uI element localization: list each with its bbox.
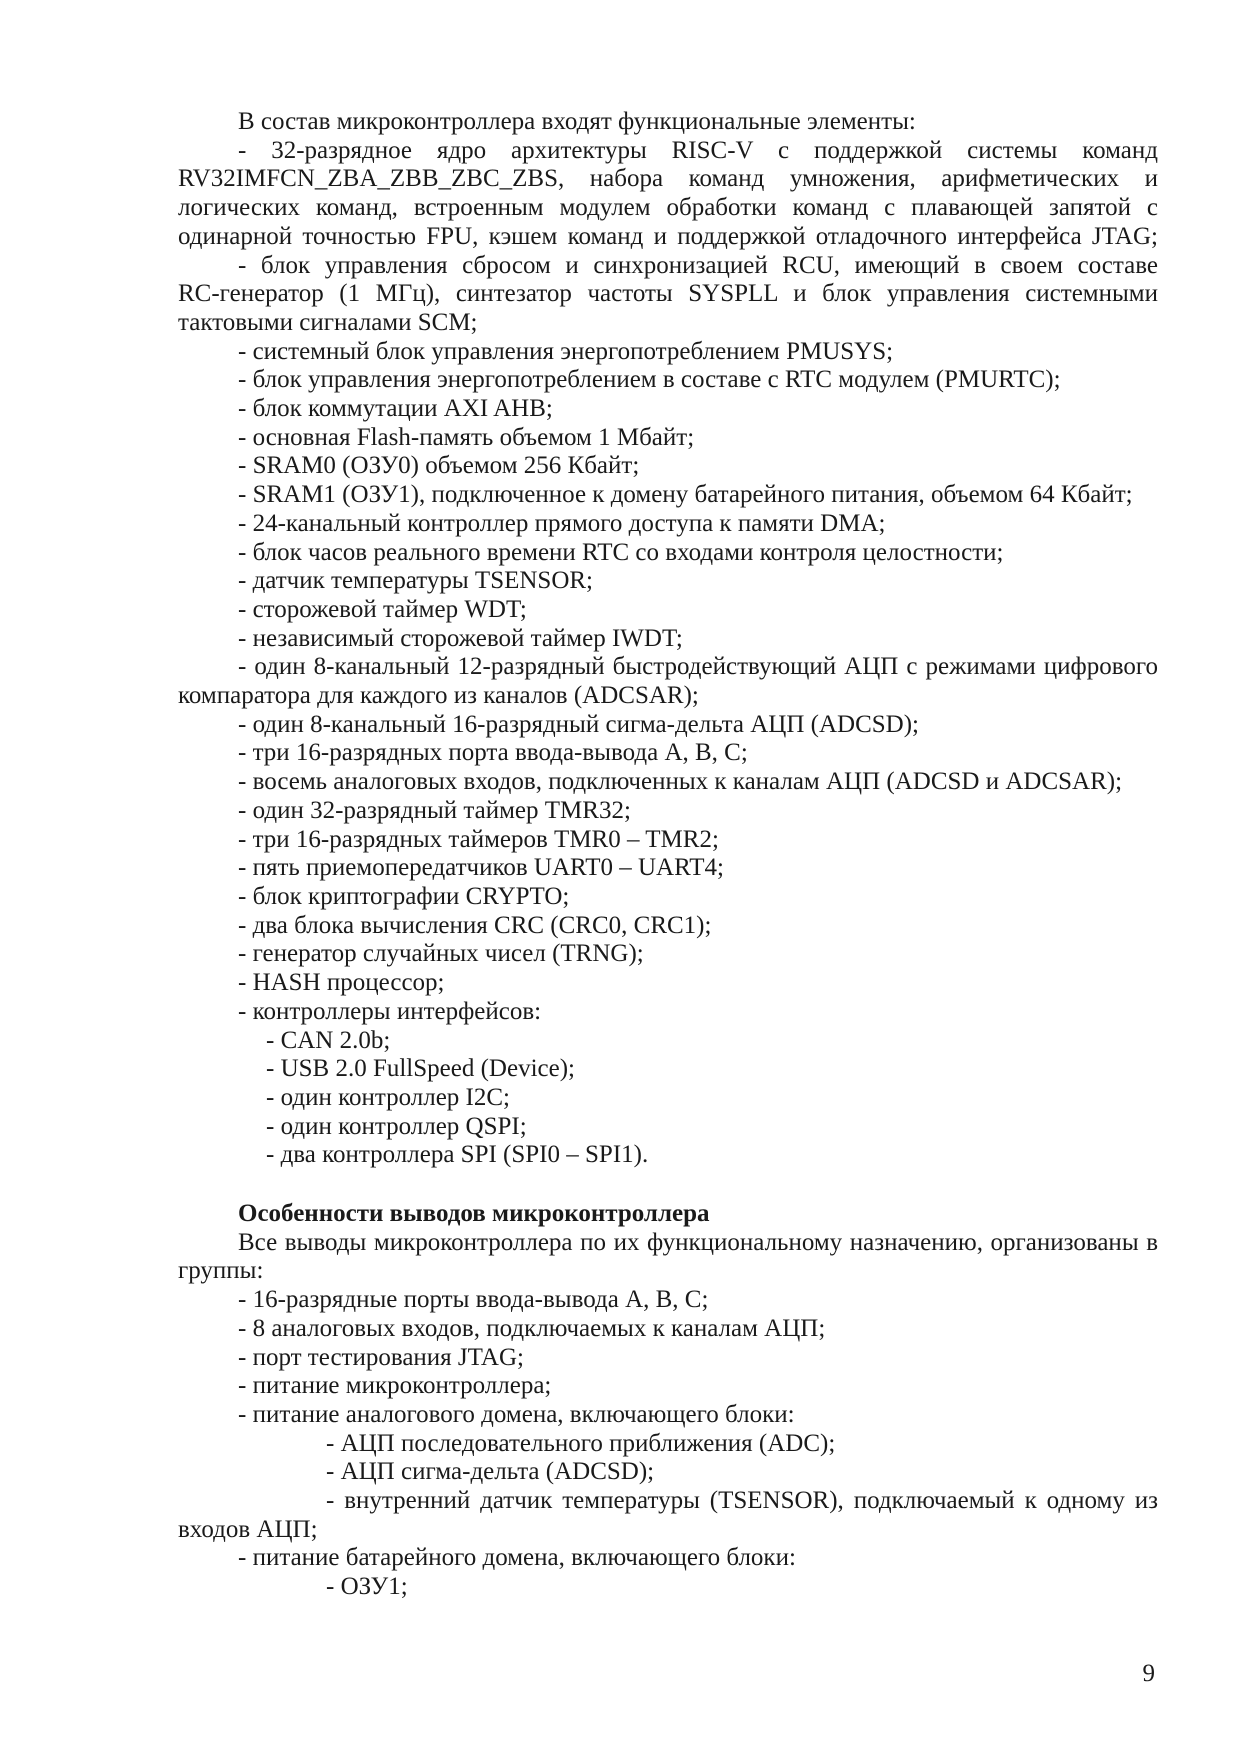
text-line: RC-генератор (1 МГц), синтезатор частоты SYSPLL и блок управления системными <box>178 280 1158 308</box>
list-item: - один контроллер I2C; <box>266 1083 510 1111</box>
analog-blocks-list <box>178 1430 1158 1487</box>
text-line: - блок управления сбросом и синхронизацией RCU, имеющий в своем составе <box>238 251 1158 279</box>
list-item: - питание батарейного домена, включающего блоки: <box>238 1544 796 1572</box>
list-item: - АЦП последовательного приближения (ADC); <box>326 1429 836 1457</box>
battery-blocks-list <box>178 1573 1158 1602</box>
list-item: - один контроллер QSPI; <box>266 1112 527 1140</box>
list-item: - датчик температуры TSENSOR; <box>238 567 594 595</box>
adc-sar-item <box>178 653 1158 710</box>
list-item: - один 8-канальный 16-разрядный сигма-дельта АЦП (ADCSD); <box>238 710 920 738</box>
text-line: RV32IMFCN_ZBA_ZBB_ZBC_ZBS, набора команд умножения, арифметических и <box>178 165 1158 193</box>
list-item: - системный блок управления энергопотреблением PMUSYS; <box>238 337 894 365</box>
list-items-b <box>178 711 1158 1027</box>
list-item: - один 32-разрядный таймер TMR32; <box>238 796 631 824</box>
list-item: - 8 аналоговых входов, подключаемых к каналам АЦП; <box>238 1314 826 1342</box>
list-item: - питание микроконтроллера; <box>238 1372 552 1400</box>
text-line: одинарной точностью FPU, кэшем команд и поддержкой отладочного интерфейса JTAG; <box>178 222 1158 250</box>
tsensor-item <box>178 1487 1158 1544</box>
text-line: тактовыми сигналами SCM; <box>178 308 478 336</box>
core-item <box>178 137 1158 252</box>
list-item: - два блока вычисления CRC (CRC0, CRC1); <box>238 911 712 939</box>
list-item: - HASH процессор; <box>238 969 445 997</box>
text-line: - один 8-канальный 12-разрядный быстродействующий АЦП с режимами цифрового <box>238 653 1158 681</box>
list-item: - восемь аналоговых входов, подключенных к каналам АЦП (ADCSD и ADCSAR); <box>238 768 1123 796</box>
list-item: - ОЗУ1; <box>326 1573 408 1601</box>
text-line: компаратора для каждого из каналов (ADCSAR); <box>178 682 699 710</box>
list-item: - порт тестирования JTAG; <box>238 1343 524 1371</box>
list-item: - три 16-разрядных таймеров TMR0 – TMR2; <box>238 825 719 853</box>
list-item: - сторожевой таймер WDT; <box>238 595 527 623</box>
list-item: - пять приемопередатчиков UART0 – UART4; <box>238 854 724 882</box>
interfaces-list <box>178 1027 1158 1171</box>
list-item: - блок коммутации AXI AHB; <box>238 395 553 423</box>
rcu-item <box>178 252 1158 338</box>
list-item: - USB 2.0 FullSpeed (Device); <box>266 1055 575 1083</box>
pins-intro <box>178 1229 1158 1286</box>
list-item: - контроллеры интерфейсов: <box>238 997 542 1025</box>
text-line: группы: <box>178 1257 264 1285</box>
text-line: входов АЦП; <box>178 1515 318 1543</box>
intro-line: В состав микроконтроллера входят функциональные элементы: <box>238 108 916 135</box>
text-line: - 32-разрядное ядро архитектуры RISC-V с поддержкой системы команд <box>238 136 1158 164</box>
list-item: - питание аналогового домена, включающего блоки: <box>238 1400 795 1428</box>
list-item: - 24-канальный контроллер прямого доступа к памяти DMA; <box>238 509 886 537</box>
section-gap <box>178 1170 1158 1200</box>
list-item: - генератор случайных чисел (TRNG); <box>238 940 644 968</box>
list-item: - два контроллера SPI (SPI0 – SPI1). <box>266 1141 649 1169</box>
list-items-a <box>178 338 1158 654</box>
section-heading: Особенности выводов микроконтроллера <box>238 1200 710 1228</box>
list-item: - блок управления энергопотреблением в составе с RTC модулем (PMURTC); <box>238 366 1061 394</box>
list-item: - блок часов реального времени RTC со входами контроля целостности; <box>238 538 1004 566</box>
page-content <box>178 108 1158 1602</box>
list-item: - CAN 2.0b; <box>266 1026 391 1054</box>
list-item: - три 16-разрядных порта ввода-вывода A, B, C; <box>238 739 748 767</box>
list-item: - блок криптографии CRYPTO; <box>238 882 570 910</box>
list-item: - SRAM0 (ОЗУ0) объемом 256 Кбайт; <box>238 452 640 480</box>
text-line: Все выводы микроконтроллера по их функциональному назначению, организованы в <box>238 1228 1158 1256</box>
text-line: логических команд, встроенным модулем обработки команд с плавающей запятой с <box>178 194 1158 222</box>
list-item: - основная Flash-память объемом 1 Мбайт; <box>238 423 695 451</box>
list-item: - независимый сторожевой таймер IWDT; <box>238 624 683 652</box>
list-item: - АЦП сигма-дельта (ADCSD); <box>326 1458 655 1486</box>
list-item: - 16-разрядные порты ввода-вывода A, B, C; <box>238 1286 709 1314</box>
pins-list <box>178 1286 1158 1430</box>
text-line: - внутренний датчик температуры (TSENSOR), подключаемый к одному из <box>326 1487 1158 1515</box>
page-number: 9 <box>1142 1660 1155 1687</box>
list-item: - SRAM1 (ОЗУ1), подключенное к домену батарейного питания, объемом 64 Кбайт; <box>238 481 1133 509</box>
